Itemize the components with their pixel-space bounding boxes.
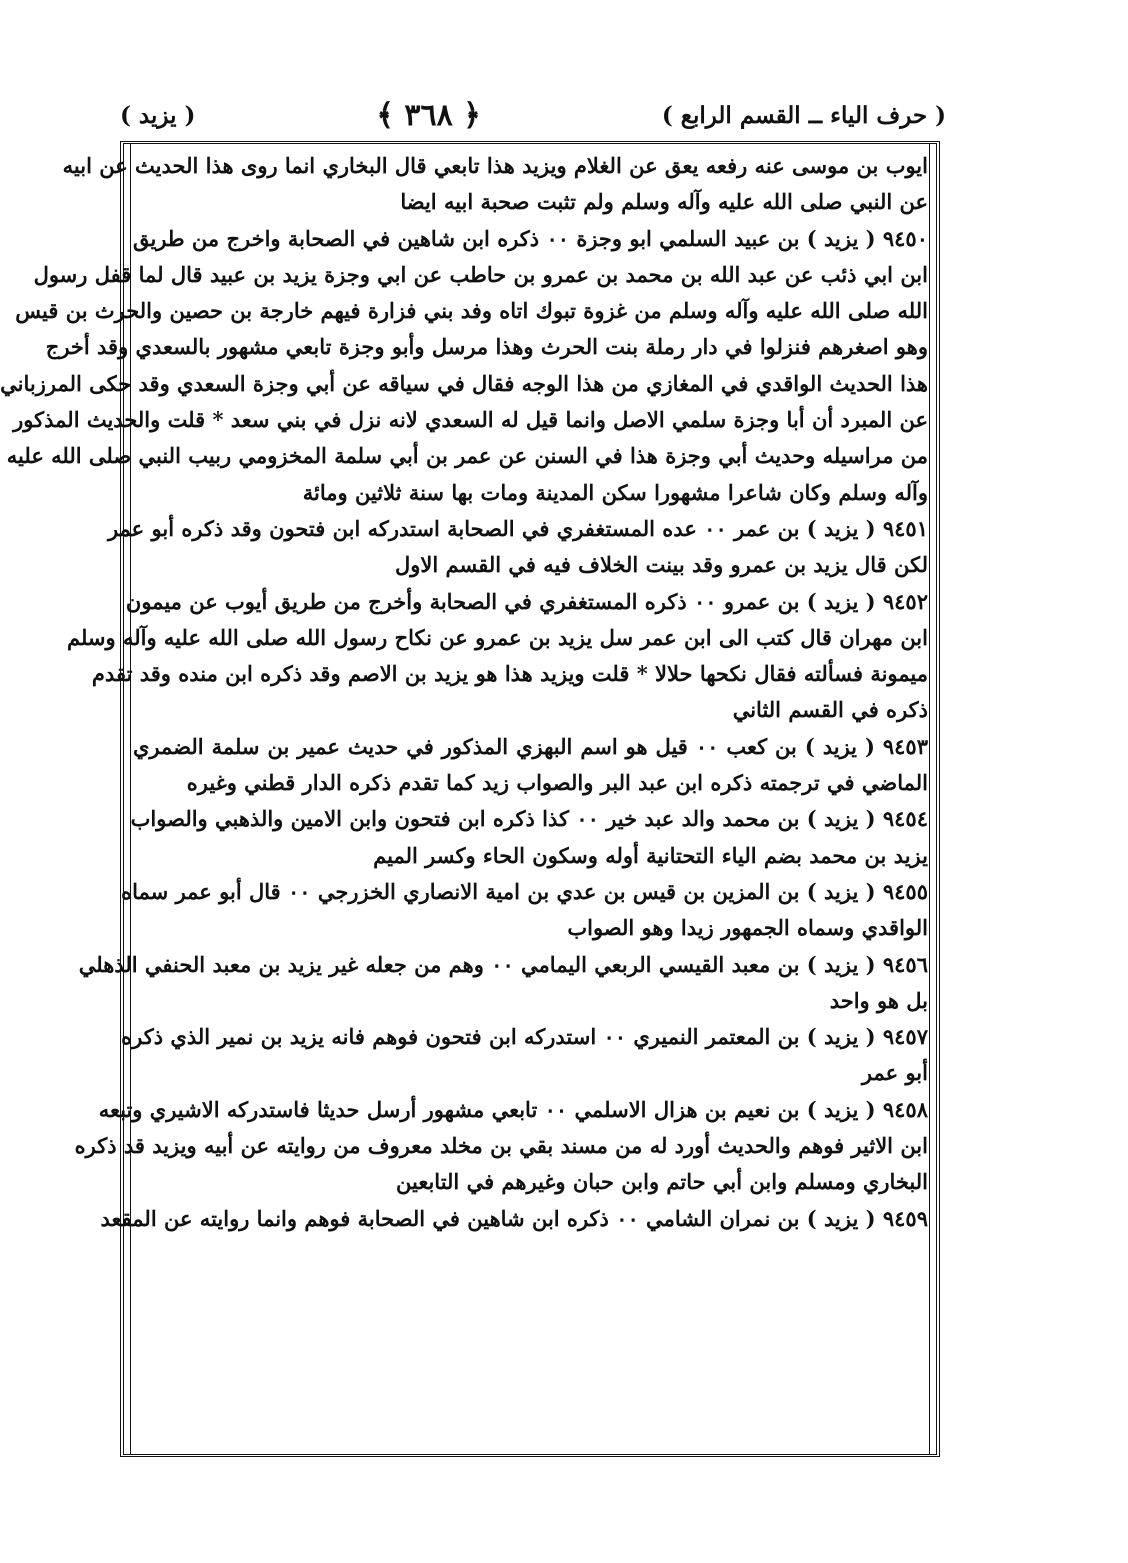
text-line: الواقدي وسماه الجمهور زيدا وهو الصواب (567, 915, 928, 941)
page-header (120, 92, 946, 138)
text-line: عن المبرد أن أبا وجزة سلمي الاصل وانما قيل له السعدي لانه نزل في بني سعد * قلت والحديث المذكور (13, 407, 928, 433)
text-line: البخاري ومسلم وابن أبي حاتم وابن حبان وغيرهم في التابعين (396, 1169, 928, 1195)
text-line: ٩٤٥٥ ( يزيد ) بن المزين بن قيس بن عدي بن امية الانصاري الخزرجي ٠٠ قال أبو عمر سماه (121, 878, 928, 904)
page-number: ﴿ ٣٦٨ ﴾ (376, 97, 481, 133)
text-line: ٩٤٥٨ ( يزيد ) بن نعيم بن هزال الاسلمي ٠٠ تابعي مشهور أرسل حديثا فاستدركه الاشيري وتبعه (98, 1096, 928, 1122)
text-line: وهو اصغرهم فنزلوا في دار رملة بنت الحرث وهذا مرسل وأبو وجزة تابعي مشهور بالسعدي وقد أخرج (45, 334, 928, 360)
running-name: ( يزيد ) (120, 101, 196, 129)
text-line: الماضي في ترجمته ذكره ابن عبد البر والصواب زيد كما تقدم ذكره الدار قطني وغيره (186, 770, 928, 796)
text-line: لكن قال يزيد بن عمرو وقد بينت الخلاف فيه في القسم الاول (394, 552, 928, 578)
text-line: من مراسيله وحديث أبي وجزة هذا في السنن عن عمر بن أبي سلمة المخزومي ربيب النبي صلى الله عليه (6, 443, 928, 469)
text-line: ٩٤٥٠ ( يزيد ) بن عبيد السلمي ابو وجزة ٠٠ ذكره ابن شاهين في الصحابة واخرج من طريق (132, 225, 928, 251)
text-line: ابن ابي ذئب عن عبد الله بن محمد بن عمرو بن حاطب عن ابي وجزة يزيد بن عبيد قال لما قفل رسول (33, 261, 928, 287)
text-line: أبو عمر (861, 1060, 928, 1086)
text-line: وآله وسلم وكان شاعرا مشهورا سكن المدينة ومات بها سنة ثلاثين ومائة (302, 479, 928, 505)
text-line: بل هو واحد (829, 987, 928, 1013)
text-line: ٩٤٥٤ ( يزيد ) بن محمد والد عبد خير ٠٠ كذا ذكره ابن فتحون وابن الامين والذهبي والصواب (130, 806, 928, 832)
text-line: ابن مهران قال كتب الى ابن عمر سل يزيد بن عمرو عن نكاح رسول الله صلى الله عليه وآله وسلم (67, 624, 928, 650)
text-line: عن النبي صلى الله عليه وآله وسلم ولم تثبت صحبة ابيه ايضا (400, 189, 928, 215)
text-line: ميمونة فسألته فقال نكحها حلالا * قلت ويزيد هذا هو يزيد بن الاصم وقد ذكره ابن منده وقد تقدم (91, 661, 928, 687)
text-line: ٩٤٥٢ ( يزيد ) بن عمرو ٠٠ ذكره المستغفري في الصحابة وأخرج من طريق أيوب عن ميمون (125, 588, 928, 614)
text-line: يزيد بن محمد بضم الياء التحتانية أوله وسكون الحاء وكسر الميم (373, 842, 928, 868)
text-line: هذا الحديث الواقدي في المغازي من هذا الوجه فقال في سياقه عن أبي وجزة السعدي وقد حكى المرزباني (0, 370, 928, 396)
text-line: ذكره في القسم الثاني (732, 697, 928, 723)
text-line: ٩٤٥١ ( يزيد ) بن عمر ٠٠ عده المستغفري في الصحابة استدركه ابن فتحون وقد ذكره أبو عمر (107, 515, 928, 541)
text-line: ٩٤٥٣ ( يزيد ) بن كعب ٠٠ قيل هو اسم البهزي المذكور في حديث عمير بن سلمة الضمري (133, 733, 928, 759)
chapter-title: ( حرف الياء ــ القسم الرابع ) (661, 101, 946, 129)
text-line: ٩٤٥٩ ( يزيد ) بن نمران الشامي ٠٠ ذكره ابن شاهين في الصحابة فوهم وانما روايته عن المقعد (100, 1205, 928, 1231)
text-line: الله صلى الله عليه وآله وسلم من غزوة تبوك اتاه وفد بني فزارة فيهم خارجة بن حصين والحرث بن قيس (15, 298, 928, 324)
text-body (0, 148, 928, 1237)
text-line: ايوب بن موسى عنه رفعه يعق عن الغلام ويزيد هذا تابعي قال البخاري انما روى هذا الحديث عن ابيه (62, 153, 928, 178)
text-line: ٩٤٥٧ ( يزيد ) بن المعتمر النميري ٠٠ استدركه ابن فتحون فوهم فانه يزيد بن نمير الذي ذكره (121, 1024, 928, 1050)
text-line: ٩٤٥٦ ( يزيد ) بن معبد القيسي الربعي اليمامي ٠٠ وهم من جعله غير يزيد بن معبد الحنفي الذهلي (78, 951, 928, 977)
text-line: ابن الاثير فوهم والحديث أورد له من مسند بقي بن مخلد معروف من روايته عن أبيه ويزيد قد ذكره (74, 1133, 928, 1159)
